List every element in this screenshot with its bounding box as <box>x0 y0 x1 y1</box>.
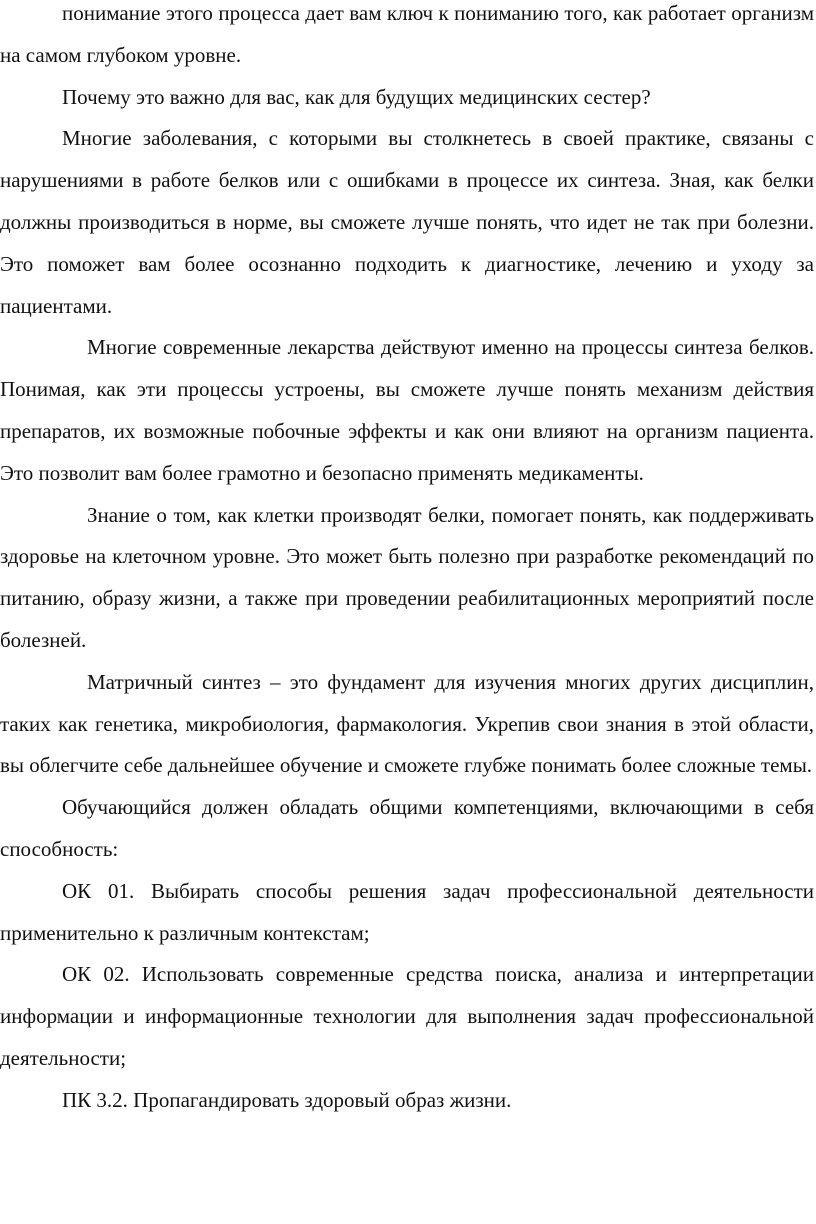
paragraph-matrix-synthesis: Матричный синтез – это фундамент для изучения многих других дисциплин, таких как генетика, микробиология, фармакология. Укрепив свои знания в этой области, вы облегчите себе дальнейшее обучение и сможете глубже понимать более сложные темы. <box>0 669 814 778</box>
competency-pk-3-2: ПК 3.2. Пропагандировать здоровый образ жизни. <box>62 1087 512 1112</box>
paragraph-cell-health: Знание о том, как клетки производят белки, помогает понять, как поддерживать здоровье на клеточном уровне. Это может быть полезно при разработке рекомендаций по питанию, образу жизни, а также при проведении реабилитационных мероприятий после болезней. <box>0 502 814 652</box>
paragraph-medications: Многие современные лекарства действуют именно на процессы синтеза белков. Понимая, как эти процессы устроены, вы сможете лучше понять механизм действия препаратов, их возможные побочные эффекты и как они влияют на организм пациента. Это позволит вам более грамотно и безопасно применять медикаменты. <box>0 335 814 485</box>
competency-ok-02: ОК 02. Использовать современные средства поиска, анализа и интерпретации информации и информационные технологии для выполнения задач профессиональной деятельности; <box>0 962 814 1070</box>
paragraph-process-understanding: понимание этого процесса дает вам ключ к пониманию того, как работает организм на самом глубоком уровне. <box>0 1 814 67</box>
paragraph-diseases: Многие заболевания, с которыми вы столкнетесь в своей практике, связаны с нарушениями в работе белков или с ошибками в процессе их синтеза. Зная, как белки должны производиться в норме, вы сможете лучше понять, что идет не так при болезни. Это поможет вам более осознанно подходить к диагностике, лечению и уходу за пациентами. <box>0 126 814 318</box>
competency-ok-01: ОК 01. Выбирать способы решения задач профессиональной деятельности применительно к различным контекстам; <box>0 878 814 945</box>
paragraph-competencies-intro: Обучающийся должен обладать общими компетенциями, включающими в себя способность: <box>0 795 814 861</box>
paragraph-why-important-question: Почему это важно для вас, как для будущих медицинских сестер? <box>62 84 651 109</box>
